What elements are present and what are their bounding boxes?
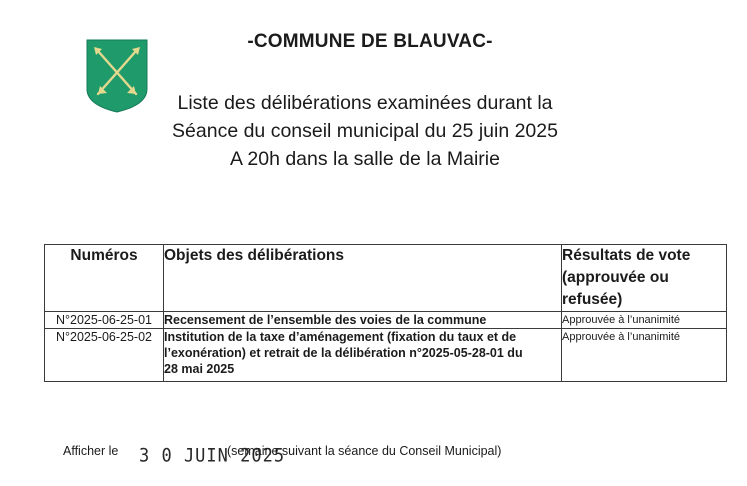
session-subtitle <box>130 89 600 173</box>
vote-result: Approuvée à l’unanimité <box>562 329 727 382</box>
header-resultats-line: (approuvée ou <box>562 269 669 286</box>
deliberation-number: N°2025-06-25-01 <box>45 312 164 329</box>
date-stamp: 3 0 JUIN 2025 <box>139 445 286 467</box>
header-numeros: Numéros <box>45 245 164 312</box>
subtitle-line: A 20h dans la salle de la Mairie <box>230 148 500 170</box>
table-row <box>45 312 727 329</box>
display-label: Afficher le <box>63 444 119 458</box>
header-resultats-line: Résultats de vote <box>562 247 691 264</box>
deliberation-object-line: Institution de la taxe d’aménagement (fixation du taux et de <box>164 330 517 344</box>
deliberation-object-line: 28 mai 2025 <box>164 362 235 376</box>
table-header-row <box>45 245 727 312</box>
deliberation-object <box>164 329 562 382</box>
display-note: (semaine suivant la séance du Conseil Municipal) <box>227 444 502 458</box>
commune-title: -COMMUNE DE BLAUVAC- <box>247 31 493 52</box>
header-objets: Objets des délibérations <box>164 245 562 312</box>
deliberation-object-line: Recensement de l’ensemble des voies de la commune <box>164 313 487 327</box>
table-row <box>45 329 727 382</box>
subtitle-line: Séance du conseil municipal du 25 juin 2025 <box>172 120 558 142</box>
vote-result: Approuvée à l’unanimité <box>562 312 727 329</box>
deliberation-object-line: l’exonération) et retrait de la délibération n°2025-05-28-01 du <box>164 346 523 360</box>
header-resultats-line: refusée) <box>562 291 623 308</box>
deliberation-number: N°2025-06-25-02 <box>45 329 164 382</box>
header-resultats <box>562 245 727 312</box>
deliberations-table <box>44 244 727 382</box>
subtitle-line: Liste des délibérations examinées durant la <box>177 92 553 114</box>
deliberation-object <box>164 312 562 329</box>
